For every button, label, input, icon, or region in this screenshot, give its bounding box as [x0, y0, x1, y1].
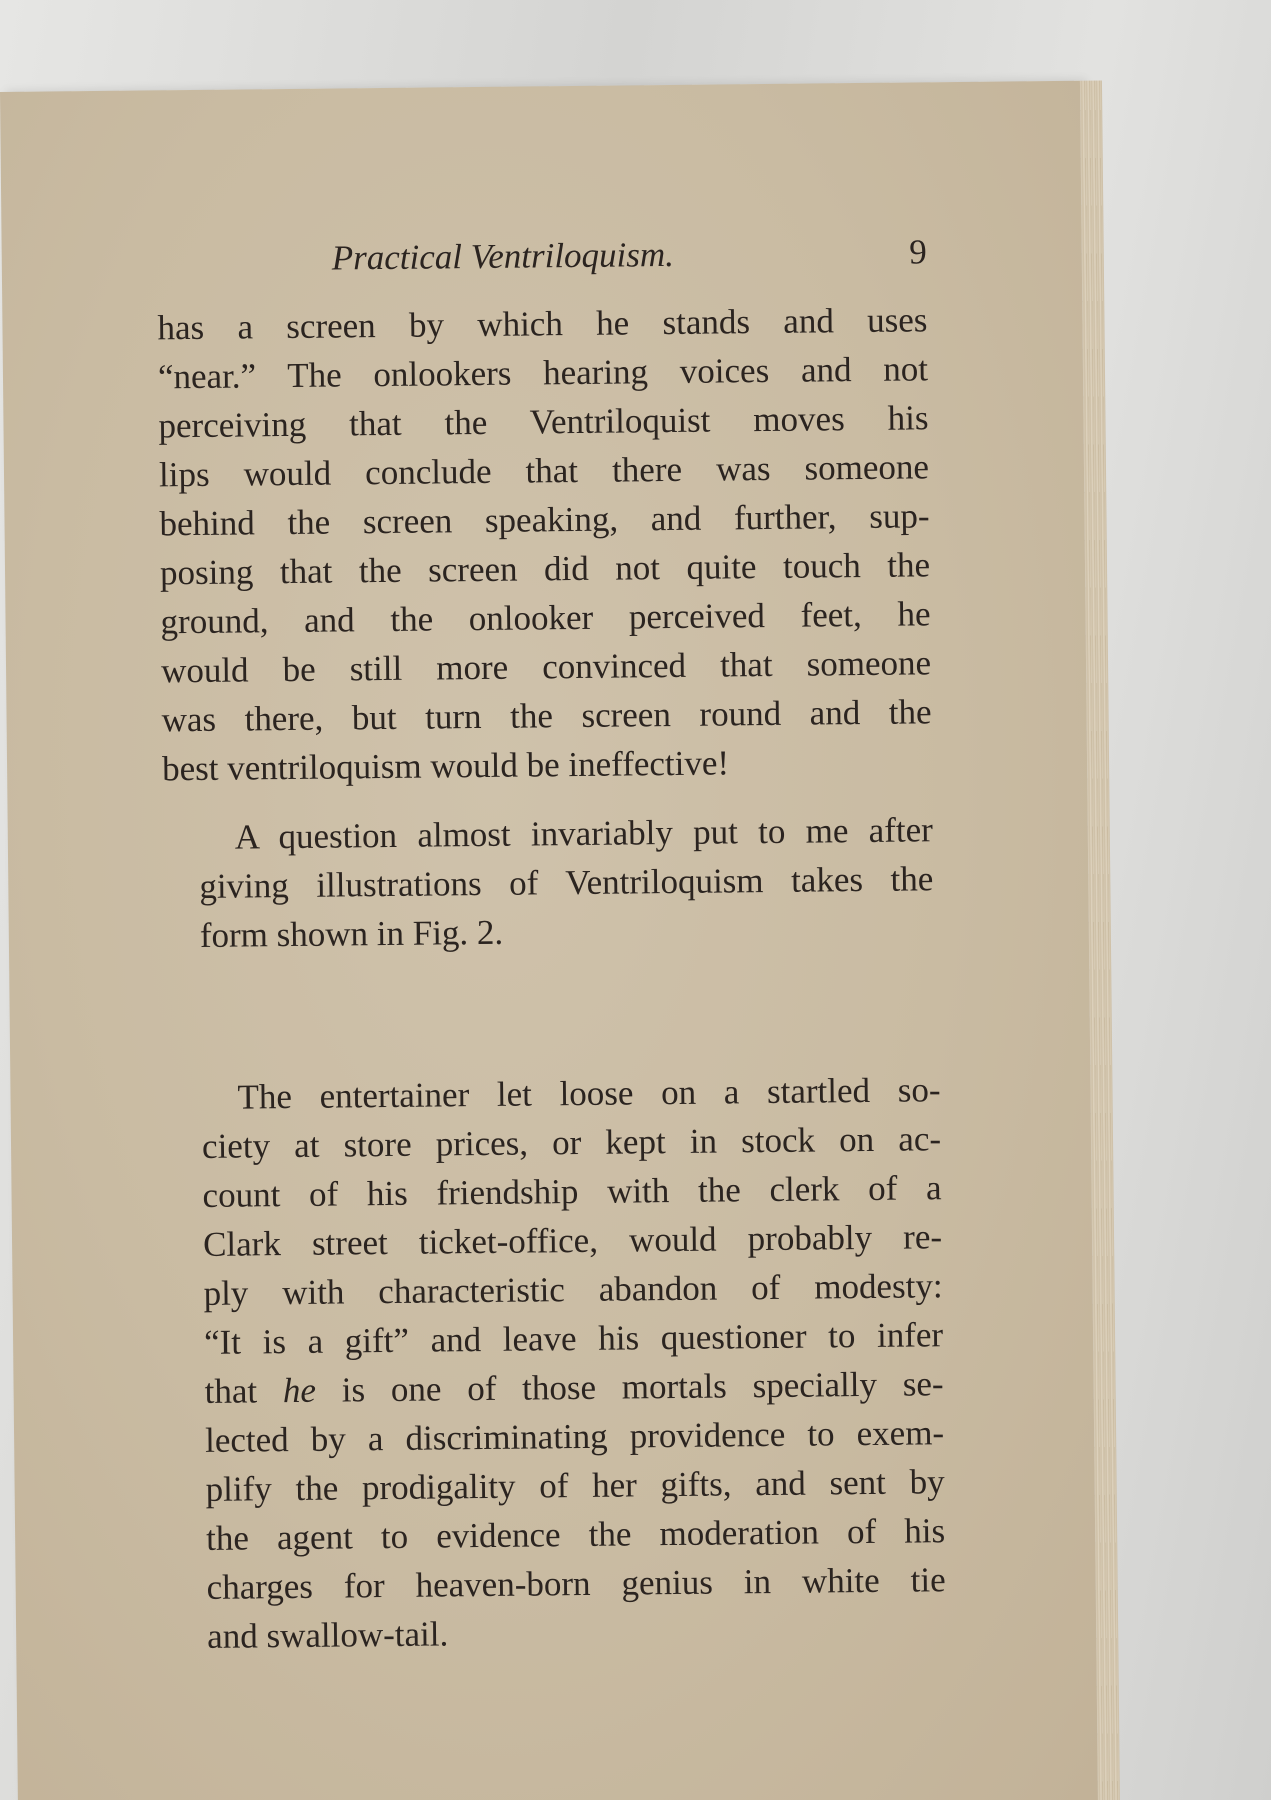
text-line: behind the screen speaking, and further, sup- — [159, 496, 930, 544]
paragraph-3 — [165, 1065, 946, 1661]
text-line: The entertainer let loose on a startled so- — [237, 1070, 941, 1117]
text-line: ciety at store prices, or kept in stock on ac- — [201, 1119, 942, 1166]
text-line-with-emphasis — [168, 1359, 943, 1416]
text-line: charges for heaven-born genius in white tie — [206, 1560, 946, 1607]
text-line: ply with characteristic abandon of modesty: — [203, 1266, 943, 1313]
text-line: lected by a discriminating providence to exem- — [204, 1413, 945, 1460]
text-line: would be still more convinced that someone — [160, 643, 932, 691]
text-line: “near.” The onlookers hearing voices and not — [157, 349, 929, 397]
text-fragment: is one of those mortals specially se- — [341, 1364, 944, 1410]
text-line: lips would conclude that there was someone — [158, 447, 930, 495]
text-line: Clark street ticket-office, would probably re- — [202, 1217, 943, 1264]
text-line: and swallow-tail. — [206, 1614, 449, 1656]
text-line: posing that the screen did not quite touch the — [159, 545, 931, 593]
text-line: form shown in Fig. 2. — [199, 912, 504, 955]
text-line: count of his friendship with the clerk of a — [202, 1168, 942, 1215]
running-head: Practical Ventriloquism. — [331, 234, 675, 278]
text-line: giving illustrations of Ventriloquism takes the — [199, 859, 934, 906]
text-line: has a screen by which he stands and uses — [157, 300, 928, 348]
paragraph-1 — [157, 295, 932, 793]
page-edge — [1080, 80, 1120, 1800]
text-fragment: that — [204, 1371, 258, 1411]
text-line: was there, but turn the screen round and the — [161, 692, 932, 740]
text-line: the agent to evidence the moderation of his — [205, 1511, 946, 1558]
text-line: plify the prodigality of her gifts, and sent by — [205, 1462, 945, 1509]
text-line: A question almost invariably put to me after — [234, 810, 933, 857]
book-page — [0, 81, 1098, 1800]
page-content — [155, 82, 946, 1656]
page-number: 9 — [909, 232, 927, 272]
text-line: best ventriloquism would be ineffective! — [161, 743, 730, 789]
emphasized-word: he — [282, 1370, 317, 1411]
paragraph-2 — [163, 805, 934, 960]
text-line: ground, and the onlooker perceived feet, he — [160, 594, 931, 642]
text-line: perceiving that the Ventriloquist moves his — [158, 398, 929, 446]
text-line: “It is a gift” and leave his questioner to infer — [203, 1315, 944, 1362]
